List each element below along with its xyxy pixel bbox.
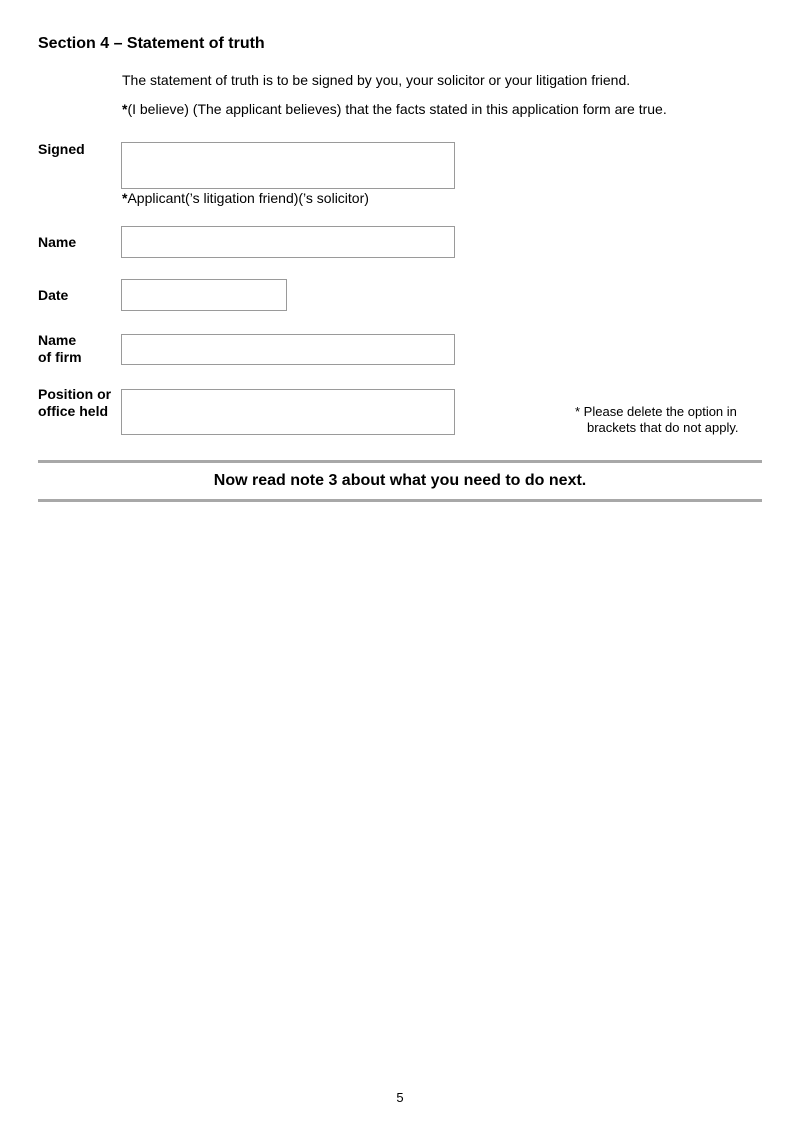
- position-field[interactable]: [121, 389, 455, 435]
- date-field[interactable]: [121, 279, 287, 311]
- divider-top: [38, 460, 762, 463]
- signed-label: Signed: [38, 141, 85, 157]
- page-number: 5: [396, 1090, 404, 1105]
- delete-option-footnote: [575, 404, 739, 436]
- position-label-line1: Position or: [38, 386, 112, 402]
- firm-name-field[interactable]: [121, 334, 455, 365]
- signed-caption: [122, 190, 369, 206]
- footnote-line1: * Please delete the option in: [575, 404, 737, 419]
- belief-statement-text: (I believe) (The applicant believes) that the facts stated in this application form are true.: [127, 101, 667, 117]
- next-step-note: Now read note 3 about what you need to do next.: [213, 472, 587, 489]
- belief-statement: [122, 101, 667, 117]
- asterisk-marker: *: [122, 101, 128, 117]
- asterisk-marker: *: [122, 190, 128, 206]
- name-label: Name: [38, 234, 77, 250]
- signature-field[interactable]: [121, 142, 455, 189]
- signed-caption-text: Applicant(’s litigation friend)(’s solicitor): [127, 190, 369, 206]
- firm-label: [38, 332, 82, 366]
- name-field[interactable]: [121, 226, 455, 258]
- firm-label-line1: Name: [38, 332, 77, 348]
- date-label: Date: [38, 287, 69, 303]
- firm-label-line2: of firm: [38, 349, 82, 365]
- footnote-line2: brackets that do not apply.: [587, 420, 739, 435]
- position-label-line2: office held: [38, 403, 109, 419]
- divider-bottom: [38, 499, 762, 502]
- section-title: Section 4 – Statement of truth: [38, 35, 265, 52]
- statement-intro: The statement of truth is to be signed by you, your solicitor or your litigation friend.: [122, 72, 631, 88]
- position-label: [38, 386, 111, 420]
